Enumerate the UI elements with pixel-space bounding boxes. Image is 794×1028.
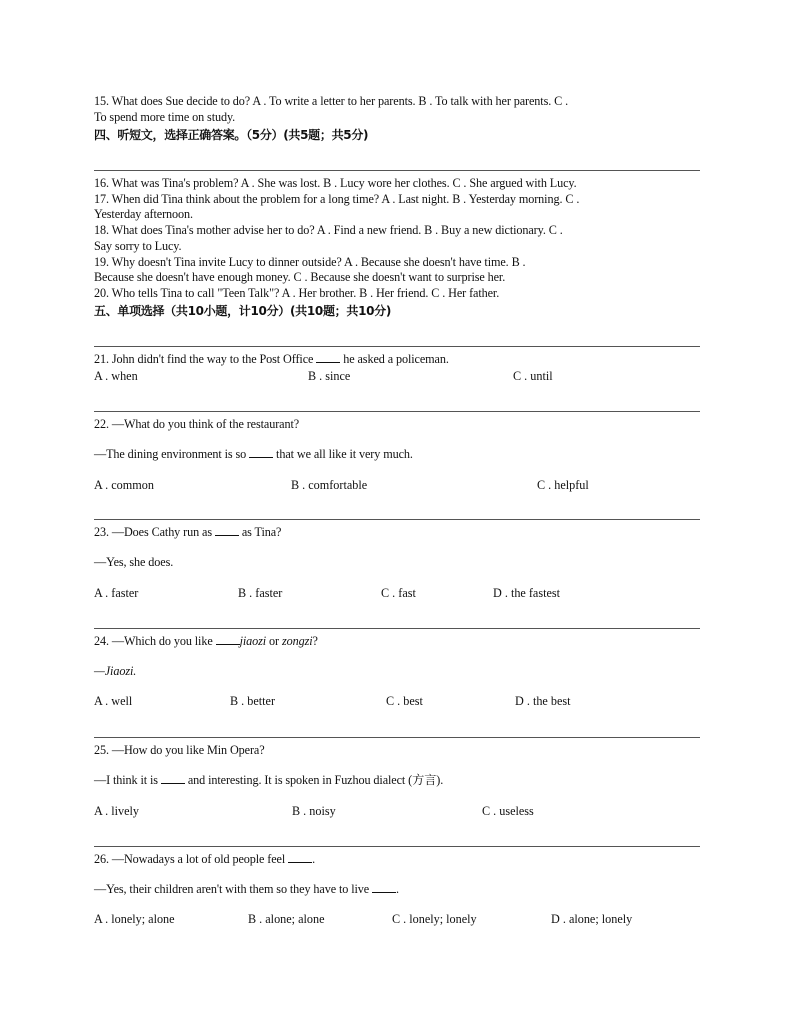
section-divider [94, 170, 700, 171]
question-24-option-c: C . best [386, 694, 423, 708]
question-18-line-2: Say sorry to Lucy. [94, 239, 182, 253]
question-22-line-1: 22. —What do you think of the restaurant? [94, 417, 300, 431]
question-divider [94, 519, 700, 520]
question-22-option-c: C . helpful [537, 478, 589, 492]
question-24-line-2 [94, 664, 136, 679]
question-26-option-a: A . lonely; alone [94, 912, 175, 926]
question-26-option-b: B . alone; alone [248, 912, 325, 926]
question-17-line-1: 17. When did Tina think about the problem for a long time? A . Last night. B . Yesterday morning. C . [94, 192, 580, 206]
question-24-option-b: B . better [230, 694, 276, 708]
question-21-option-a: A . when [94, 369, 138, 383]
question-21-option-b: B . since [308, 369, 351, 383]
question-divider [94, 411, 700, 412]
question-23-line-1-end: as Tina? [241, 525, 282, 539]
question-divider [94, 628, 700, 629]
question-divider [94, 846, 700, 847]
question-23-option-a: A . faster [94, 586, 139, 600]
question-23-option-d: D . the fastest [493, 586, 561, 600]
question-26-line-2-start: —Yes, their children aren't with them so they have to live [94, 882, 370, 896]
question-19-line-2: Because she doesn't have enough money. C . Because she doesn't want to surprise her. [94, 270, 506, 284]
question-divider [94, 346, 700, 347]
question-24-option-d: D . the best [515, 694, 571, 708]
answer-blank [216, 634, 240, 645]
question-25-line-2-end: and interesting. It is spoken in Fuzhou dialect (方言). [187, 773, 444, 787]
question-15-line-2: To spend more time on study. [94, 110, 236, 124]
answer-blank [316, 352, 340, 363]
question-mark: ? [312, 634, 318, 648]
question-22-line-2 [94, 447, 413, 462]
question-22-option-a: A . common [94, 478, 154, 492]
question-18-line-1: 18. What does Tina's mother advise her to do? A . Find a new friend. B . Buy a new dictionary. C . [94, 223, 563, 237]
question-26-line-2 [94, 882, 399, 897]
question-26-option-d: D . alone; lonely [551, 912, 633, 926]
question-25-line-1: 25. —How do you like Min Opera? [94, 743, 265, 757]
question-23-line-1 [94, 525, 281, 540]
question-15-line-1: 15. What does Sue decide to do? A . To write a letter to her parents. B . To talk with her parents. C . [94, 94, 569, 108]
question-23-option-c: C . fast [381, 586, 416, 600]
question-20: 20. Who tells Tina to call "Teen Talk"? A . Her brother. B . Her friend. C . Her father. [94, 286, 500, 300]
question-22-line-2-end: that we all like it very much. [276, 447, 413, 461]
question-23-line-2: —Yes, she does. [94, 555, 174, 569]
question-16: 16. What was Tina's problem? A . She was lost. B . Lucy wore her clothes. C . She argued with Lucy. [94, 176, 577, 190]
answer-blank [161, 773, 185, 784]
question-26-option-c: C . lonely; lonely [392, 912, 477, 926]
answer-blank [249, 447, 273, 458]
question-21-stem-start: 21. John didn't find the way to the Post Office [94, 352, 314, 366]
section-5-heading: 五、单项选择（共10小题，计10分）(共10题；共10分) [94, 304, 392, 318]
answer-blank [215, 525, 239, 536]
question-25-option-a: A . lively [94, 804, 140, 818]
question-25-line-2-start: —I think it is [94, 773, 158, 787]
question-25-option-b: B . noisy [292, 804, 336, 818]
question-21-stem-end: he asked a policeman. [343, 352, 449, 366]
question-24-line-1-start: 24. —Which do you like [94, 634, 213, 648]
answer-blank [288, 852, 312, 863]
period: . [396, 882, 399, 896]
word-jiaozi: jiaozi [239, 634, 267, 648]
word-or: or [269, 634, 279, 648]
question-25-line-2 [94, 773, 443, 788]
question-24-line-1 [94, 634, 318, 649]
word-zongzi: zongzi [281, 634, 313, 648]
question-21-stem [94, 352, 449, 367]
period: . [312, 852, 316, 866]
question-22-line-2-start: —The dining environment is so [94, 447, 247, 461]
question-divider [94, 737, 700, 738]
question-25-option-c: C . useless [482, 804, 534, 818]
question-26-line-1 [94, 852, 315, 867]
question-17-line-2: Yesterday afternoon. [94, 207, 193, 221]
answer-blank [372, 882, 396, 893]
question-26-line-1-start: 26. —Nowadays a lot of old people feel [94, 852, 286, 866]
section-4-heading: 四、听短文，选择正确答案。（5分）(共5题；共5分) [94, 128, 369, 142]
question-24-answer-text: —Jiaozi. [94, 664, 137, 678]
question-22-option-b: B . comfortable [291, 478, 368, 492]
question-21-option-c: C . until [513, 369, 553, 383]
question-19-line-1: 19. Why doesn't Tina invite Lucy to dinner outside? A . Because she doesn't have time. B . [94, 255, 526, 269]
question-23-option-b: B . faster [238, 586, 283, 600]
question-23-line-1-start: 23. —Does Cathy run as [94, 525, 212, 539]
question-24-option-a: A . well [94, 694, 133, 708]
